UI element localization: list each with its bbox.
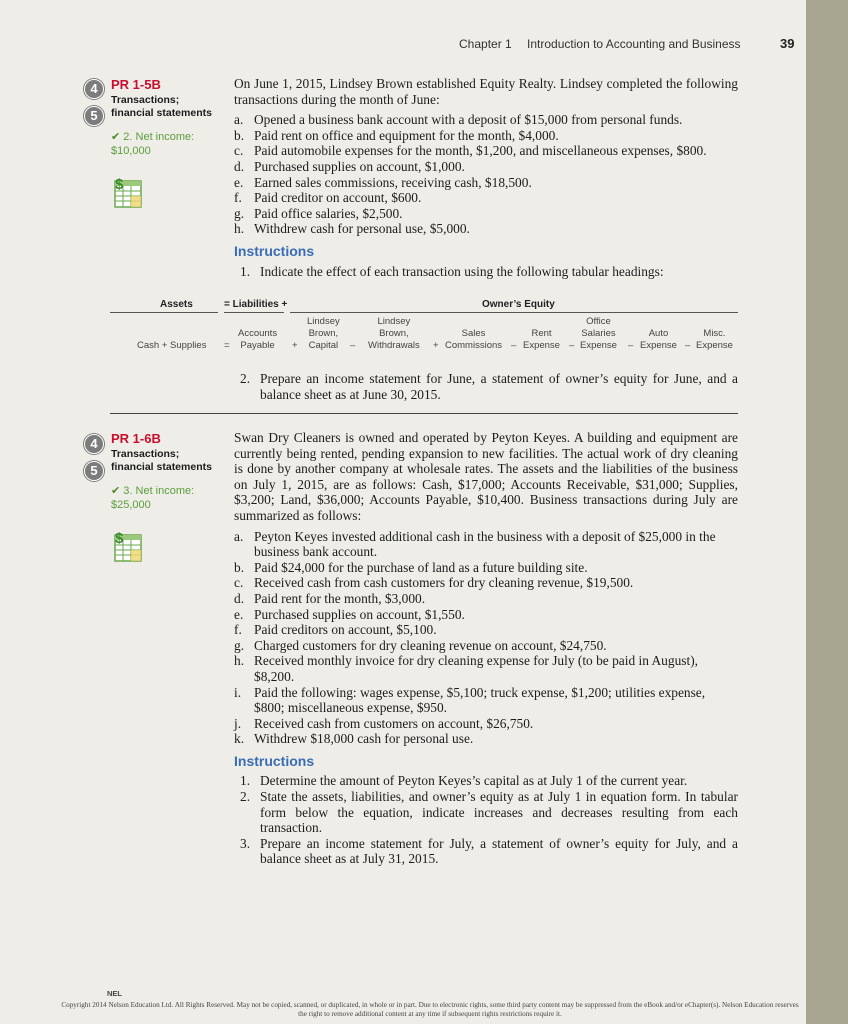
list-item: k. Withdrew $18,000 cash for personal use.	[234, 731, 474, 747]
list-item: e. Earned sales commissions, receiving cash, $18,500.	[234, 174, 532, 190]
check-figure: ✔ 3. Net income:	[111, 485, 195, 497]
objective-badge-4: 4	[84, 434, 104, 454]
col-sales-commissions: Sales Commissions	[445, 328, 503, 351]
list-item: h. Received monthly invoice for dry cleaning expense for July (to be paid in August), $8,200.	[234, 653, 699, 684]
objective-badge-4: 4	[84, 79, 104, 99]
op-minus: –	[628, 340, 634, 351]
instructions-list	[234, 773, 738, 867]
check-figure-value: $25,000	[111, 499, 151, 511]
col-cash-supplies: Cash + Supplies	[137, 340, 207, 351]
check-figure: ✔ 2. Net income:	[111, 131, 195, 143]
heading-liabilities: = Liabilities +	[224, 299, 288, 310]
list-item: a. Opened a business bank account with a deposit of $15,000 from personal funds.	[234, 112, 683, 128]
list-item: f. Paid creditors on account, $5,100.	[234, 622, 437, 638]
divider	[110, 312, 218, 313]
op-minus: –	[569, 340, 575, 351]
heading-assets: Assets	[160, 299, 193, 310]
op-plus: +	[433, 340, 439, 351]
tabular-headings	[110, 299, 738, 359]
list-item: b. Paid rent on office and equipment for the month, $4,000.	[234, 127, 559, 143]
col-misc-expense: Misc. Expense	[696, 328, 733, 351]
publisher-mark: NEL	[107, 989, 122, 998]
list-item: 2. Prepare an income statement for June, a statement of owner’s equity for June, and a balance sheet as at June 30, 2015.	[240, 371, 738, 402]
list-item: i. Paid the following: wages expense, $5,100; truck expense, $1,200; utilities expense, $800; miscellaneous expense, $950.	[234, 684, 706, 716]
col-accounts-payable: Accounts Payable	[238, 328, 278, 351]
col-withdrawals: Lindsey Brown, Withdrawals	[368, 316, 420, 351]
svg-text:$: $	[115, 176, 124, 193]
problem-body	[234, 430, 738, 867]
col-rent-expense: Rent Expense	[523, 328, 560, 351]
instructions-heading: Instructions	[234, 752, 315, 769]
spreadsheet-icon	[112, 530, 146, 564]
objective-badge-5: 5	[84, 461, 104, 481]
list-item: c. Received cash from cash customers for dry cleaning revenue, $19,500.	[234, 575, 634, 591]
objective-badge-5: 5	[84, 106, 104, 126]
list-item: g. Paid office salaries, $2,500.	[234, 205, 403, 221]
check-mark-icon: ✔	[111, 131, 121, 143]
svg-text:$: $	[115, 530, 124, 547]
list-item: 1. Determine the amount of Peyton Keyes’s capital as at July 1 of the current year.	[240, 773, 688, 789]
divider	[224, 312, 284, 313]
list-item: a. Peyton Keyes invested additional cash in the business with a deposit of $25,000 in the business bank account.	[234, 528, 716, 560]
transaction-list	[234, 529, 738, 747]
list-item: 1. Indicate the effect of each transaction using the following tabular headings:	[240, 263, 664, 279]
col-auto-expense: Auto Expense	[640, 328, 677, 351]
section-divider	[110, 413, 738, 414]
transaction-list	[234, 112, 738, 237]
list-item: e. Purchased supplies on account, $1,550.	[234, 606, 465, 622]
list-item: 3. Prepare an income statement for July, a statement of owner’s equity for July, and a balance sheet as at July 31, 2015.	[240, 835, 738, 867]
check-figure-value: $10,000	[111, 145, 151, 157]
problem-body-cont	[234, 371, 738, 402]
list-item: c. Paid automobile expenses for the month, $1,200, and miscellaneous expenses, $800.	[234, 143, 707, 159]
op-equals: =	[224, 340, 230, 351]
op-minus: –	[685, 340, 691, 351]
check-mark-icon: ✔	[111, 485, 121, 497]
problem-subtitle: financial statements	[111, 107, 212, 119]
problem-body	[234, 76, 738, 279]
problem-subtitle: financial statements	[111, 461, 212, 473]
running-header: Chapter 1 Introduction to Accounting and Business	[459, 37, 741, 51]
op-plus: +	[292, 340, 298, 351]
list-item: b. Paid $24,000 for the purchase of land as a future building site.	[234, 559, 588, 575]
problem-title: PR 1-5B	[111, 77, 161, 92]
heading-owners-equity: Owner’s Equity	[482, 299, 555, 310]
problem-subtitle: Transactions;	[111, 448, 180, 460]
op-minus: –	[511, 340, 517, 351]
problem-intro: Swan Dry Cleaners is owned and operated by Peyton Keyes. A building and equipment are currently being rented, pending expansion to new facilities. The actual work of dry cleaning is done by another company at wholesale rates. The assets and the liabilities of the business on July 1, 2015, are as follows: Cash, $17,000; Accounts Receivable, $31,000; Supplies, $3,200; Land, $36,000; Accounts Payable, $10,400. Business transactions during July are summarized as follows:	[234, 430, 738, 523]
col-capital: Lindsey Brown, Capital	[307, 316, 340, 351]
page-number: 39	[780, 36, 795, 51]
problem-title: PR 1-6B	[111, 431, 161, 446]
list-item: f. Paid creditor on account, $600.	[234, 190, 422, 206]
list-item: d. Purchased supplies on account, $1,000.	[234, 158, 465, 174]
list-item: 2. State the assets, liabilities, and owner’s equity as at July 1 in equation form. In tabular form below the equation, indicate increases and decreases resulting from each transaction.	[240, 789, 738, 836]
list-item: h. Withdrew cash for personal use, $5,000.	[234, 221, 470, 237]
instructions-list	[234, 371, 738, 402]
list-item: d. Paid rent for the month, $3,000.	[234, 590, 426, 606]
list-item: j. Received cash from customers on account, $26,750.	[234, 715, 534, 731]
problem-subtitle: Transactions;	[111, 94, 180, 106]
col-office-salaries: Office Salaries Expense	[580, 316, 617, 351]
op-minus: –	[350, 340, 356, 351]
divider	[290, 312, 738, 313]
list-item: g. Charged customers for dry cleaning revenue on account, $24,750.	[234, 637, 607, 653]
copyright-notice: Copyright 2014 Nelson Education Ltd. All Rights Reserved. May not be copied, scanned, or duplicated, in whole or in part. Due to electronic rights, some third party content may be suppressed from the eBook and/or eChapter(s). Nelson Education reserves the right to remove additional content at any time if subsequent rights restrictions require it.	[61, 1001, 799, 1018]
spreadsheet-icon	[112, 176, 146, 210]
instructions-heading: Instructions	[234, 242, 315, 259]
problem-intro: On June 1, 2015, Lindsey Brown established Equity Realty. Lindsey completed the following transactions during the month of June:	[234, 76, 738, 107]
instructions-list	[234, 264, 738, 280]
